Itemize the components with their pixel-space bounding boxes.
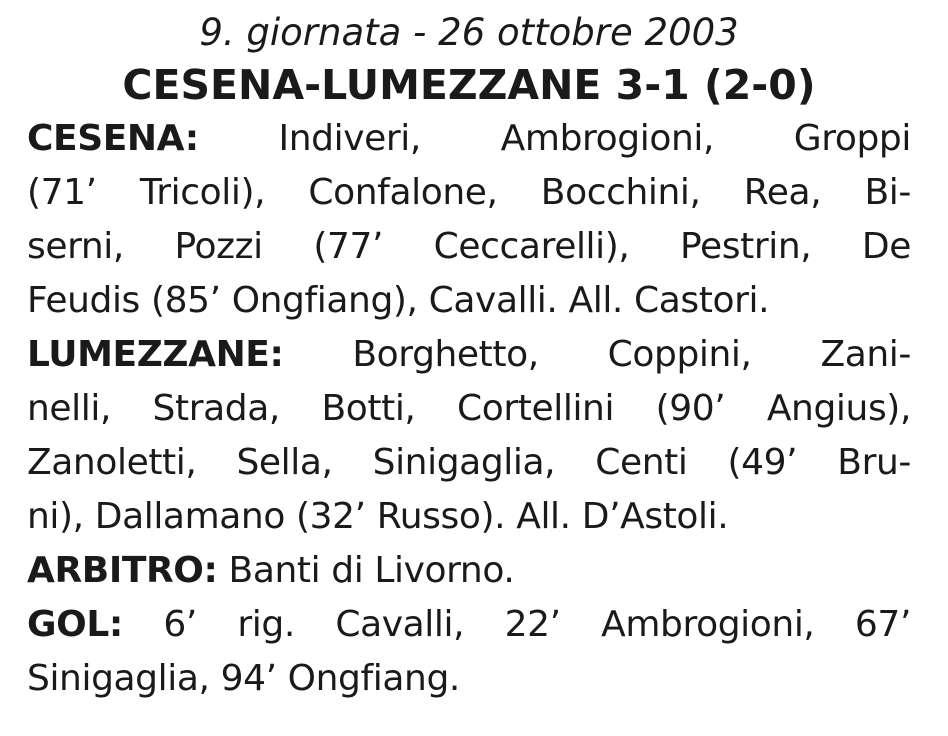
lumezzane-lineup-line-3: Zanoletti, Sella, Sinigaglia, Centi (49’ Bru- [27, 442, 911, 483]
goals-label: GOL: [27, 604, 123, 645]
cesena-lineup-line-4: Feudis (85’ Ongfiang), Cavalli. All. Castori. [27, 280, 770, 321]
cesena-lineup-line-1 [27, 112, 911, 166]
lumezzane-lineup-line-4: ni), Dallamano (32’ Russo). All. D’Astoli. [27, 496, 729, 537]
match-title: CESENA-LUMEZZANE 3-1 (2-0) [122, 61, 816, 109]
cesena-lineup-line-3: serni, Pozzi (77’ Ceccarelli), Pestrin, De [27, 226, 911, 267]
lumezzane-lineup-line-1 [27, 328, 911, 382]
goals-line-2: Sinigaglia, 94’ Ongfiang. [27, 658, 460, 699]
goals-line-1 [27, 598, 911, 652]
cesena-label: CESENA: [27, 118, 199, 159]
cesena-lineup-line-2: (71’ Tricoli), Confalone, Bocchini, Rea, Bi- [27, 172, 911, 213]
match-report [27, 8, 911, 706]
lumezzane-lineup-text: Borghetto, Coppini, Zani- [352, 334, 911, 375]
lumezzane-lineup-line-2: nelli, Strada, Botti, Cortellini (90’ Angius), [27, 388, 911, 429]
referee-text: Banti di Livorno. [228, 550, 515, 591]
lumezzane-label: LUMEZZANE: [27, 334, 284, 375]
referee-label: ARBITRO: [27, 550, 218, 591]
referee-line [27, 544, 911, 598]
cesena-lineup-text: Indiveri, Ambrogioni, Groppi [278, 118, 911, 159]
round-date: 9. giornata - 26 ottobre 2003 [199, 11, 739, 54]
goals-text: 6’ rig. Cavalli, 22’ Ambrogioni, 67’ [163, 604, 911, 645]
